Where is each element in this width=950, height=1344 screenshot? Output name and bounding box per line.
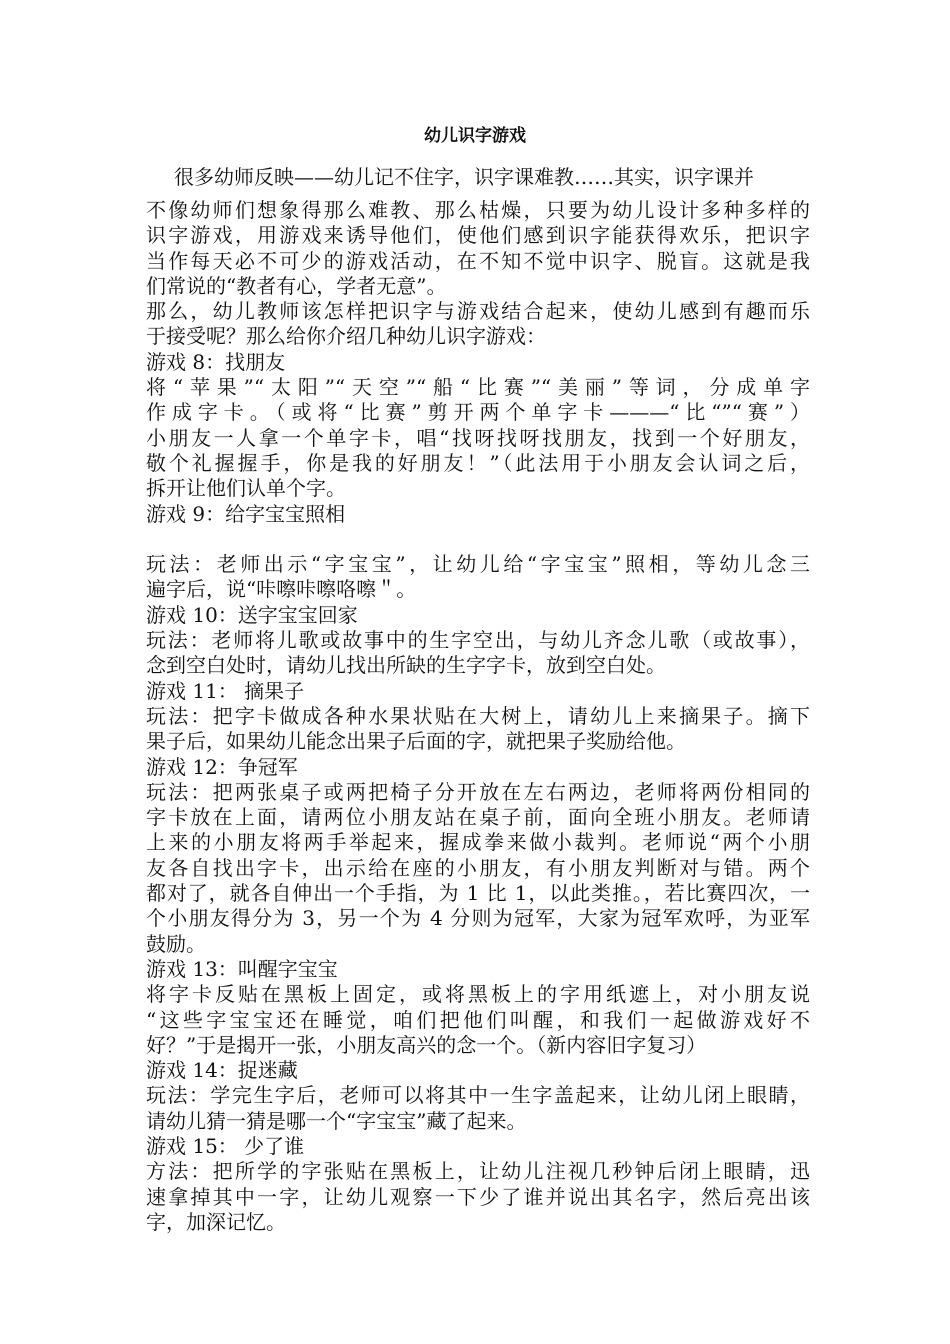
body-text-line: 遍字后，说“咔嚓咔嚓咯嚓＂。 — [146, 577, 417, 602]
body-text-line: 不像幼师们想象得那么难教、那么枯燥，只要为幼儿设计多种多样的 — [146, 198, 810, 222]
body-text-line: 识字游戏，用游戏来诱导他们，使他们感到识字能获得欢乐，把识字 — [146, 223, 810, 248]
body-text-line: 玩法：把字卡做成各种水果状贴在大树上，请幼儿上来摘果子。摘下 — [146, 703, 810, 728]
section-heading: 游戏 11： 摘果子 — [146, 678, 305, 703]
section-heading: 游戏 10：送字宝宝回家 — [146, 602, 358, 627]
body-text-line: 拆开让他们认单个字。 — [146, 476, 346, 501]
section-heading: 游戏 12：争冠军 — [146, 754, 298, 779]
body-text-line: 玩法：老师将儿歌或故事中的生字空出，与幼儿齐念儿歌（或故事）， — [146, 628, 810, 653]
document-body — [146, 198, 810, 1235]
section-heading: 游戏 9：给字宝宝照相 — [146, 501, 346, 526]
body-text-line: 果子后，如果幼儿能念出果子后面的字，就把果子奖励给他。 — [146, 729, 686, 754]
section-heading: 游戏 8：找朋友 — [146, 349, 286, 374]
body-text-line: 速拿掉其中一字，让幼儿观察一下少了谁并说出其名字，然后亮出该 — [146, 1184, 810, 1209]
body-text-line: 敬个礼握握手，你是我的好朋友！”（此法用于小朋友会认词之后， — [146, 450, 810, 475]
body-text-line: 玩法：学完生字后，老师可以将其中一生字盖起来，让幼儿闭上眼睛， — [146, 1083, 810, 1108]
blank-line — [146, 527, 810, 552]
body-text-line: 玩法：把两张桌子或两把椅子分开放在左右两边，老师将两份相同的 — [146, 779, 810, 804]
body-text-line: 好？”于是揭开一张，小朋友高兴的念一个。（新内容旧字复习） — [146, 1032, 707, 1057]
body-text-line: 请幼儿猜一猜是哪一个“字宝宝”藏了起来。 — [146, 1108, 527, 1133]
body-text-line: 将字卡反贴在黑板上固定，或将黑板上的字用纸遮上，对小朋友说 — [146, 982, 810, 1007]
body-text-line: 鼓励。 — [146, 931, 206, 956]
body-text-line: 玩法：老师出示“字宝宝”，让幼儿给“字宝宝”照相，等幼儿念三 — [146, 552, 810, 577]
body-text-line: 们常说的“教者有心，学者无意”。 — [146, 273, 447, 298]
body-text-line: 念到空白处时，请幼儿找出所缺的生字字卡，放到空白处。 — [146, 653, 666, 678]
section-heading: 游戏 13：叫醒字宝宝 — [146, 956, 338, 981]
body-text-line: 方法：把所学的字张贴在黑板上，让幼儿注视几秒钟后闭上眼睛，迅 — [146, 1159, 810, 1184]
body-text-line: 小朋友一人拿一个单字卡，唱“找呀找呀找朋友，找到一个好朋友， — [146, 425, 810, 450]
body-text-line: 当作每天必不可少的游戏活动，在不知不觉中识字、脱盲。这就是我 — [146, 248, 810, 273]
body-text-line: 个小朋友得分为 3，另一个为 4 分则为冠军，大家为冠军欢呼，为亚军 — [146, 906, 810, 931]
section-heading: 游戏 15： 少了谁 — [146, 1133, 305, 1158]
body-text-line: 将“苹果”“太阳”“天空”“船“比赛”“美丽”等词，分成单字 — [146, 375, 810, 400]
body-text-line: 字卡放在上面，请两位小朋友站在桌子前，面向全班小朋友。老师请 — [146, 805, 810, 830]
body-text-line: “这些字宝宝还在睡觉，咱们把他们叫醒，和我们一起做游戏好不 — [146, 1007, 810, 1032]
intro-first-line: 很多幼师反映——幼儿记不住字，识字课难教……其实，识字课并 — [174, 165, 754, 189]
section-heading: 游戏 14：捉迷藏 — [146, 1058, 298, 1083]
body-text-line: 都对了，就各自伸出一个手指，为 1 比 1，以此类推。，若比赛四次，一 — [146, 881, 810, 906]
document-title: 幼儿识字游戏 — [424, 126, 526, 146]
body-text-line: 字，加深记忆。 — [146, 1209, 286, 1234]
body-text-line: 那么，幼儿教师该怎样把识字与游戏结合起来，使幼儿感到有趣而乐 — [146, 299, 810, 324]
body-text-line: 友各自找出字卡，出示给在座的小朋友，有小朋友判断对与错。两个 — [146, 855, 810, 880]
body-text-line: 于接受呢？那么给你介绍几种幼儿识字游戏： — [146, 324, 546, 349]
body-text-line: 作成字卡。（或将“比赛”剪开两个单字卡———“比“”“赛”） — [146, 400, 810, 425]
body-text-line: 上来的小朋友将两手举起来，握成拳来做小裁判。老师说“两个小朋 — [146, 830, 810, 855]
